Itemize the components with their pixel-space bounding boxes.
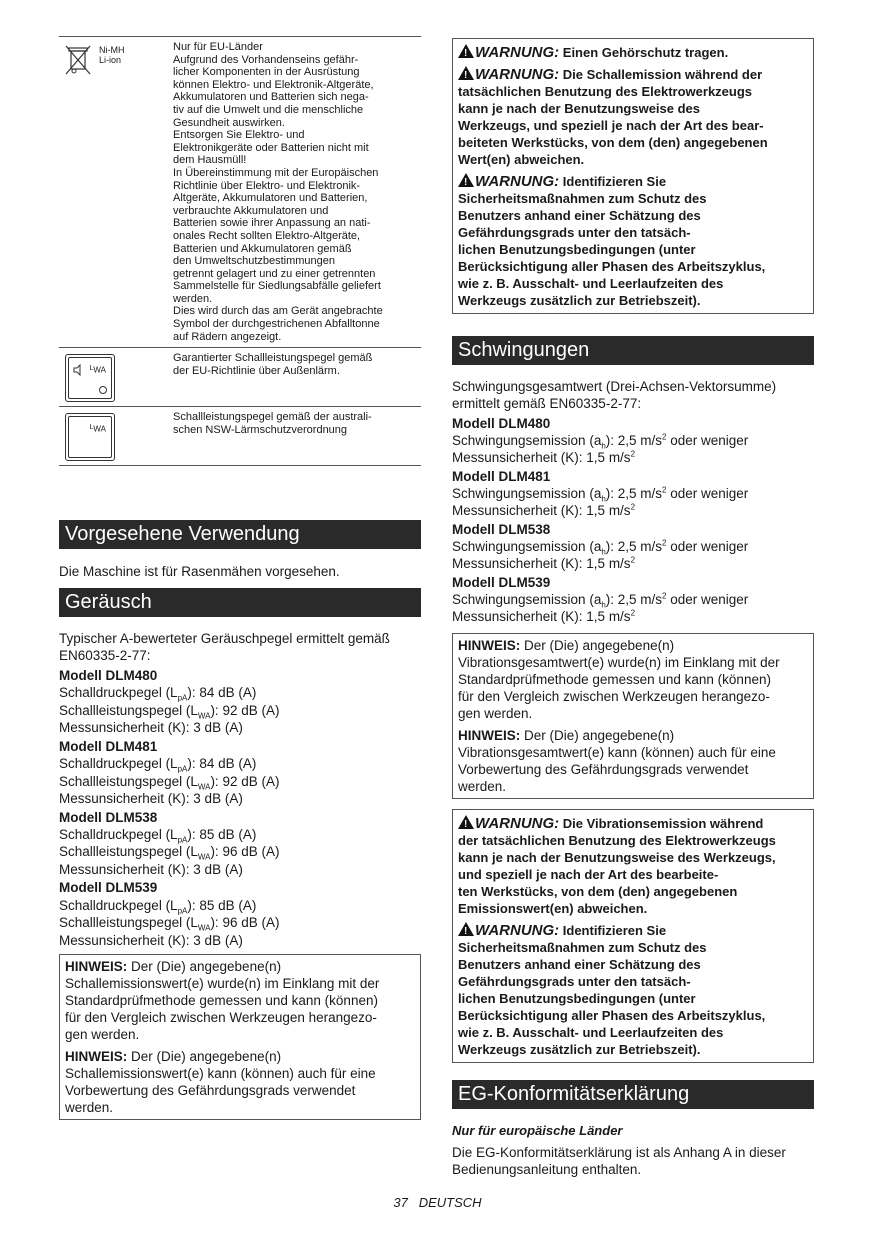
k-line: Messunsicherheit (K): 3 dB (A) [59, 720, 243, 736]
warning-tag: WARNUNG: [475, 44, 560, 61]
model-name: Modell DLM481 [59, 738, 158, 754]
warning-tag: WARNUNG: [475, 66, 560, 83]
lpa-line: Schalldruckpegel $(L_{pA})$: 84 dB (A) [59, 685, 257, 704]
warning-tag: WARNUNG: [475, 173, 560, 190]
heading-usage: Vorgesehene Verwendung [59, 520, 421, 549]
conformity-subheading: Nur für europäische Länder [452, 1123, 623, 1138]
symbol-row-bin [59, 37, 421, 348]
noise-intro: Typischer A-bewerteter Geräuschpegel ermittelt gemäß EN60335-2-77: [59, 631, 390, 663]
nsw-lwa-label: L [89, 424, 94, 432]
k-line: Messunsicherheit (K): 1,5 $m/s^2$ [452, 608, 636, 624]
ah-line: Schwingungsemission $(a_h)$: 2,5 $m/s^2$ oder weniger [452, 432, 749, 451]
noise-warning-3: Identifizieren Sie Sicherheitsmaßnahmen zum Schutz des Benutzers anhand einer Schätzung des Gefährdungsgrads unter den tatsäch- lichen Benutzungsbedingungen (unter Berücksichtigung aller Phasen des Arbeitszyklus, wie z. B. Ausschalt- und Leerlaufzeiten des Werkzeugs zusätzlich zur Betriebszeit). [458, 174, 766, 308]
heading-conformity: EG-Konformitätserklärung [452, 1080, 814, 1109]
bin-disposal-text: Nur für EU-Länder Aufgrund des Vorhandenseins gefähr- licher Komponenten in der Ausrüstung können Elektro- und Elektronik-Altgeräte, Akkumulatoren und Batterien sich nega- tiv auf die Umwelt und die menschliche Gesundheit auswirken. Entsorgen Sie Elektro- und Elektronikgeräte oder Batterien nicht mit dem Hausmüll! In Übereinstimmung mit der Europäischen Richtlinie über Elektro- und Elektronik- Altgeräte, Akkumulatoren und Batterien, verbrauchte Akkumulatoren und Batterien sowie ihrer Anpassung an nati- onales Recht sollten Elektro-Altgeräte, Batterien und Akkumulatoren gemäß den Umweltschutzbestimmungen getrennt gelagert und zu einer getrennten Sammelstelle für Siedlungsabfälle geliefert werden. Dies wird durch das am Gerät angebrachte Symbol der durchgestrichenen Abfalltonne auf Rädern angezeigt. [173, 41, 383, 343]
k-line: Messunsicherheit (K): 3 dB (A) [59, 791, 243, 807]
lpa-line: Schalldruckpegel $(L_{pA})$: 85 dB (A) [59, 897, 257, 916]
noise-note-box [59, 954, 421, 1120]
note-label: HINWEIS: [65, 959, 128, 974]
lwa-line: Schallleistungspegel $(L_{WA})$: 96 dB (A) [59, 915, 280, 933]
eu-noise-text: Garantierter Schallleistungspegel gemäß der EU-Richtlinie über Außenlärm. [173, 352, 373, 377]
battery-type-label: Ni-MH Li-ion [99, 45, 125, 65]
note-label: HINWEIS: [458, 638, 521, 653]
usage-text: Die Maschine ist für Rasenmähen vorgesehen. [59, 564, 340, 579]
speaker-icon [72, 364, 84, 376]
noise-model-block [59, 667, 421, 737]
eu-lwa-label: L [89, 365, 94, 373]
ah-line: Schwingungsemission $(a_h)$: 2,5 $m/s^2$ oder weniger [452, 485, 749, 504]
ah-line: Schwingungsemission $(a_h)$: 2,5 $m/s^2$ oder weniger [452, 538, 749, 557]
page-footer [0, 1195, 875, 1210]
lwa-line: Schallleistungspegel $(L_{WA})$: 92 dB (A) [59, 702, 280, 721]
model-name: Modell DLM481 [452, 469, 551, 484]
ah-line: Schwingungsemission $(a_h)$: 2,5 $m/s^2$ oder weniger [452, 591, 749, 610]
vib-warning-1: Die Vibrationsemission während der tatsächlichen Benutzung des Elektrowerkzeugs kann je nach der Benutzungsweise des Werkzeugs, und speziell je nach der Art des bearbeite- ten Werkstücks, von dem (den) angegebenen Emissionswert(en) abweichen. [458, 816, 776, 916]
lpa-line: Schalldruckpegel $(L_{pA})$: 84 dB (A) [59, 756, 257, 774]
symbol-row-nsw [59, 407, 421, 466]
vib-note2-text: Der (Die) angegebene(n) Vibrationsgesamtwert(e) kann (können) auch für eine Vorbewertung des Gefährdungsgrads verwendet werden. [458, 728, 776, 794]
warning-triangle-icon [458, 815, 474, 829]
k-line: Messunsicherheit (K): 3 dB (A) [59, 861, 243, 877]
warning-triangle-icon [458, 173, 474, 187]
noise-note1-text: Der (Die) angegebene(n) Schallemissionswert(e) wurde(n) im Einklang mit der Standardprüfmethode gemessen und kann (können) für den Vergleich zwischen Werkzeugen herangezo- gen werden. [65, 959, 380, 1042]
model-name: Modell DLM480 [452, 416, 551, 431]
crossed-bin-icon [63, 43, 93, 77]
lwa-line: Schallleistungspegel $(L_{WA})$: 92 dB (A) [59, 773, 280, 792]
warning-tag: WARNUNG: [475, 815, 560, 832]
model-name: Modell DLM538 [59, 809, 158, 825]
model-name: Modell DLM480 [59, 668, 158, 683]
nsw-noise-symbol: $L_{WA}$ [65, 413, 115, 461]
noise-models [59, 667, 421, 950]
warning-triangle-icon [458, 66, 474, 80]
heading-noise: Geräusch [59, 588, 421, 617]
noise-warning-box [452, 38, 814, 314]
symbol-row-eu [59, 348, 421, 407]
noise-note2-text: Der (Die) angegebene(n) Schallemissionswert(e) kann (können) auch für eine Vorbewertung des Gefährdungsgrads verwendet werden. [65, 1049, 376, 1115]
conformity-text: Die EG-Konformitätserklärung ist als Anhang A in dieser Bedienungsanleitung enthalten. [452, 1145, 786, 1177]
noise-model-block [59, 879, 421, 949]
model-name: Modell DLM538 [452, 522, 551, 537]
noise-warning-2: Die Schallemission während der tatsächlichen Benutzung des Elektrowerkzeugs kann je nach der Benutzungsweise des Werkzeugs, und speziell je nach der Art des bear- beiteten Werkstücks, von dem (den) angegebenen Wert(en) abweichen. [458, 67, 768, 167]
vibration-warning-box [452, 809, 814, 1063]
eu-noise-symbol: $L_{WA}$ [65, 354, 115, 402]
vibration-model-block [452, 468, 814, 519]
footer-language: DEUTSCH [418, 1195, 482, 1210]
crossed-bin-symbol [59, 41, 173, 81]
lwa-line: Schallleistungspegel $(L_{WA})$: 96 dB (A) [59, 844, 280, 863]
vibration-intro: Schwingungsgesamtwert (Drei-Achsen-Vektorsumme) ermittelt gemäß EN60335-2-77: [452, 379, 777, 411]
vibration-model-block [452, 521, 814, 572]
warning-tag: WARNUNG: [475, 922, 560, 939]
noise-warning-1: Einen Gehörschutz tragen. [559, 45, 729, 60]
heading-vibration: Schwingungen [452, 336, 814, 365]
warning-triangle-icon [458, 922, 474, 936]
k-line: Messunsicherheit (K): 1,5 $m/s^2$ [452, 555, 636, 571]
model-name: Modell DLM539 [59, 880, 158, 896]
model-name: Modell DLM539 [452, 575, 551, 590]
dB-mark-icon [98, 385, 108, 395]
vibration-model-block [452, 574, 814, 625]
note-label: HINWEIS: [65, 1049, 128, 1064]
vibration-model-block [452, 415, 814, 466]
vibration-note-box [452, 633, 814, 799]
page-number: 37 [393, 1195, 408, 1210]
lpa-line: Schalldruckpegel $(L_{pA})$: 85 dB (A) [59, 827, 257, 845]
noise-model-block [59, 809, 421, 879]
warning-triangle-icon [458, 44, 474, 58]
noise-model-block [59, 738, 421, 808]
note-label: HINWEIS: [458, 728, 521, 743]
symbol-table [59, 36, 421, 466]
k-line: Messunsicherheit (K): 1,5 $m/s^2$ [452, 449, 636, 465]
k-line: Messunsicherheit (K): 1,5 $m/s^2$ [452, 502, 636, 518]
vibration-models [452, 415, 814, 627]
nsw-noise-text: Schallleistungspegel gemäß der australi- schen NSW-Lärmschutzverordnung [173, 411, 372, 436]
k-line: Messunsicherheit (K): 3 dB (A) [59, 932, 243, 948]
vib-note1-text: Der (Die) angegebene(n) Vibrationsgesamtwert(e) wurde(n) im Einklang mit der Standardprüfmethode gemessen und kann (können) für den Vergleich zwischen Werkzeugen herangezo- gen werden. [458, 638, 780, 721]
vib-warning-2: Identifizieren Sie Sicherheitsmaßnahmen zum Schutz des Benutzers anhand einer Schätzung des Gefährdungsgrads unter den tatsäch- lichen Benutzungsbedingungen (unter Berücksichtigung aller Phasen des Arbeitszyklus, wie z. B. Ausschalt- und Leerlaufzeiten des Werkzeugs zusätzlich zur Betriebszeit). [458, 923, 766, 1057]
